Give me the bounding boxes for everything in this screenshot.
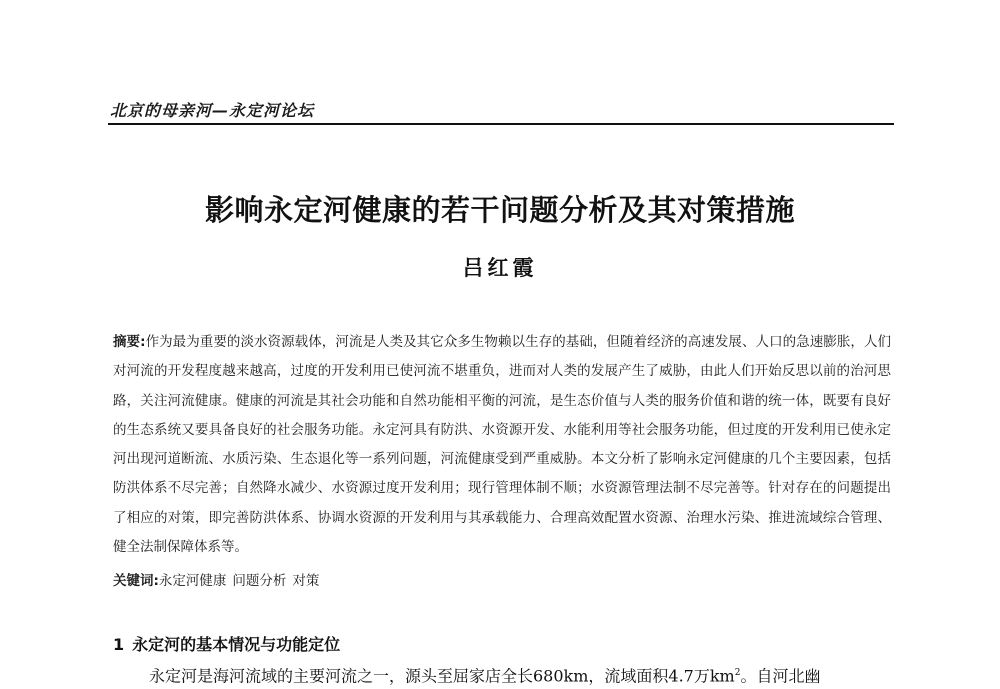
keyword: 永定河健康 — [158, 573, 227, 589]
section-title: 永定河的基本情况与功能定位 — [132, 635, 341, 654]
paragraph-text: 永定河是海河流域的主要河流之一，源头至屈家店全长680km，流域面积4.7万km — [149, 666, 735, 686]
article-title: 影响永定河健康的若干问题分析及其对策措施 — [204, 193, 795, 227]
abstract-label: 摘要: — [113, 334, 146, 350]
section-number: 1 — [113, 635, 125, 654]
paragraph-text-end: 。自河北幽 — [740, 666, 821, 686]
article-author: 吕红霞 — [462, 256, 538, 280]
header-rule — [108, 123, 894, 125]
abstract — [113, 328, 891, 562]
keyword: 问题分析 — [232, 573, 287, 589]
abstract-text: 作为最为重要的淡水资源载体，河流是人类及其它众多生物赖以生存的基础，但随着经济的高速发展、人口的急速膨胀，人们对河流的开发程度越来越高，过度的开发利用已使河流不堪重负，进而对人类的发展产生了威胁，由此人们开始反思以前的治河思路，关注河流健康。健康的河流是其社会功能和自然功能相平衡的河流，是生态价值与人类的服务价值和谐的统一体，既要有良好的生态系统又要具备良好的社会服务功能。永定河具有防洪、水资源开发、水能利用等社会服务功能，但过度的开发利用已使永定河出现河道断流、水质污染、生态退化等一系列问题，河流健康受到严重威胁。本文分析了影响永定河健康的几个主要因素，包括防洪体系不尽完善；自然降水减少、水资源过度开发利用；现行管理体制不顺；水资源管理法制不尽完善等。针对存在的问题提出了相应的对策，即完善防洪体系、协调水资源的开发利用与其承载能力、合理高效配置水资源、治理水污染、推进流域综合管理、健全法制保障体系等。 — [113, 334, 891, 556]
superscript: 2 — [734, 668, 741, 678]
keywords — [113, 570, 891, 592]
keywords-label: 关键词: — [113, 573, 159, 589]
keyword: 对策 — [292, 573, 320, 589]
running-header: 北京的母亲河—永定河论坛 — [110, 101, 315, 120]
section-heading — [113, 632, 340, 655]
